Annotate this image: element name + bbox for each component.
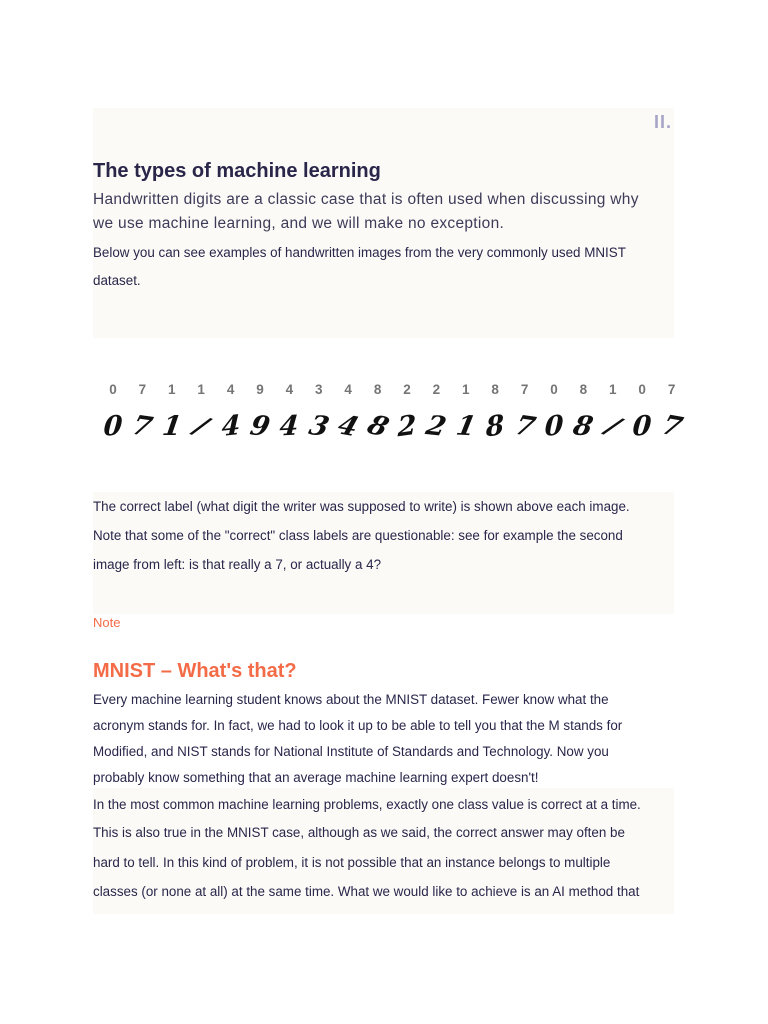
handwritten-digit-image: / bbox=[600, 411, 626, 442]
digit-label: 2 bbox=[403, 382, 411, 397]
note-line: probably know something that an average machine learning expert doesn't! bbox=[93, 770, 539, 785]
digit-label: 1 bbox=[197, 382, 205, 397]
caption-line: image from left: is that really a 7, or actually a 4? bbox=[93, 557, 382, 572]
digit-label: 8 bbox=[579, 382, 588, 397]
body-line: In the most common machine learning problems, exactly one class value is correct at a time. bbox=[93, 797, 641, 812]
digit-label: 1 bbox=[609, 382, 617, 397]
handwritten-digit-image: 8 bbox=[485, 409, 505, 444]
digit-label: 4 bbox=[226, 382, 235, 397]
handwritten-digit-image: 9 bbox=[247, 410, 273, 443]
handwritten-digit-image: 4 bbox=[334, 409, 363, 444]
digit-label: 4 bbox=[344, 382, 352, 397]
body-line: classes (or none at all) at the same time. What we would like to achieve is an AI method that bbox=[93, 884, 640, 899]
digit-label: 7 bbox=[138, 382, 147, 397]
handwritten-digit-image: 2 bbox=[423, 410, 450, 443]
handwritten-digit-image: 8 bbox=[570, 410, 597, 443]
body-line: hard to tell. In this kind of problem, it is not possible that an instance belongs to multiple bbox=[93, 855, 611, 870]
body-line: This is also true in the MNIST case, although as we said, the correct answer may often be bbox=[93, 825, 625, 840]
section-number: II. bbox=[653, 112, 672, 132]
handwritten-digit-image: 4 bbox=[220, 409, 241, 444]
mnist-digit-figure bbox=[93, 338, 686, 492]
handwritten-digit-image: 7 bbox=[128, 410, 157, 443]
handwritten-digit-image: 1 bbox=[160, 411, 184, 442]
mnist-intro-line: Below you can see examples of handwritten images from the very commonly used MNIST bbox=[93, 245, 626, 260]
digit-label: 4 bbox=[285, 382, 294, 397]
handwritten-digit-image: 0 bbox=[102, 410, 124, 443]
handwritten-digit-image: 0 bbox=[631, 410, 653, 443]
note-line: Modified, and NIST stands for National Institute of Standards and Technology. Now you bbox=[93, 744, 609, 759]
digit-label: 0 bbox=[109, 382, 117, 397]
section-title: The types of machine learning bbox=[93, 160, 381, 182]
note-label: Note bbox=[93, 615, 121, 630]
digit-label: 1 bbox=[168, 382, 176, 397]
digit-label: 7 bbox=[520, 382, 529, 397]
note-line: acronym stands for. In fact, we had to look it up to be able to tell you that the M stands for bbox=[93, 718, 623, 733]
caption-line: The correct label (what digit the writer was supposed to write) is shown above each image. bbox=[93, 499, 630, 514]
digit-label: 8 bbox=[491, 382, 499, 397]
handwritten-digit-image: 7 bbox=[657, 409, 686, 444]
note-line: Every machine learning student knows about the MNIST dataset. Fewer know what the bbox=[93, 692, 609, 707]
caption-line: Note that some of the "correct" class labels are questionable: see for example the second bbox=[93, 528, 623, 543]
digit-label: 0 bbox=[638, 382, 646, 397]
digit-label: 7 bbox=[667, 382, 676, 397]
handwritten-digit-image: 4 bbox=[278, 410, 301, 443]
note-heading: MNIST – What's that? bbox=[93, 660, 297, 682]
digit-label: 9 bbox=[256, 382, 264, 397]
handwritten-digit-image: 3 bbox=[305, 410, 332, 443]
handwritten-digit-image: 2 bbox=[397, 409, 417, 444]
handwritten-digit-image: 1 bbox=[453, 410, 479, 443]
intro-line: we use machine learning, and we will make no exception. bbox=[93, 215, 505, 232]
digit-label: 3 bbox=[315, 382, 323, 397]
digit-label: 2 bbox=[432, 382, 441, 397]
handwritten-digit-image: 7 bbox=[510, 410, 539, 443]
digit-label: 8 bbox=[373, 382, 382, 397]
handwritten-digit-image: 0 bbox=[544, 409, 564, 444]
handwritten-digit-image: / bbox=[189, 410, 214, 443]
intro-line: Handwritten digits are a classic case that is often used when discussing why bbox=[93, 191, 639, 208]
handwritten-digit-image: 8 bbox=[362, 409, 393, 444]
digit-label: 1 bbox=[462, 382, 470, 397]
digit-label: 0 bbox=[550, 382, 558, 397]
mnist-intro-line: dataset. bbox=[93, 273, 141, 288]
